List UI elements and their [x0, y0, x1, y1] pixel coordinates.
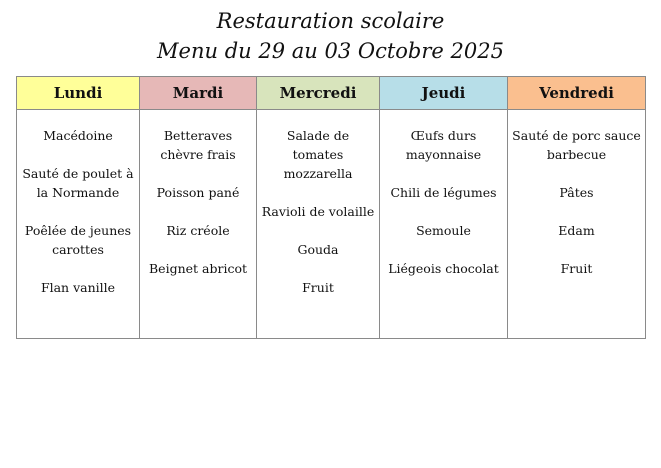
- dish-item: Pâtes: [559, 185, 594, 200]
- dish-item: Betteraves chèvre frais: [160, 128, 236, 162]
- dish-item: Gouda: [297, 242, 339, 257]
- dish-item: Fruit: [302, 280, 334, 295]
- dish-item: Riz créole: [166, 223, 230, 238]
- dish-item: Edam: [558, 223, 595, 238]
- day-header-mercredi: Mercredi: [257, 77, 380, 110]
- page-subtitle: Menu du 29 au 03 Octobre 2025: [157, 39, 504, 63]
- day-header-mardi: Mardi: [140, 77, 257, 110]
- day-cell-mardi: [140, 110, 257, 339]
- dish-item: Fruit: [560, 261, 593, 276]
- day-header-jeudi: Jeudi: [380, 77, 508, 110]
- menu-body-row: [17, 110, 646, 339]
- day-cell-lundi: [17, 110, 140, 339]
- day-cell-vendredi: [508, 110, 646, 339]
- dish-item: Macédoine: [43, 128, 113, 143]
- dish-item: Semoule: [416, 223, 471, 238]
- page-title: Restauration scolaire: [216, 9, 445, 33]
- dish-item: Liégeois chocolat: [388, 261, 499, 276]
- day-cell-mercredi: [257, 110, 380, 339]
- dish-item: Sauté de porc sauce barbecue: [512, 128, 641, 162]
- menu-table: [16, 76, 646, 339]
- dish-item: Salade de tomates mozzarella: [283, 128, 353, 181]
- dish-item: Chili de légumes: [390, 185, 497, 200]
- day-header-vendredi: Vendredi: [508, 77, 646, 110]
- dish-item: Sauté de poulet à la Normande: [22, 166, 134, 200]
- day-header-lundi: Lundi: [17, 77, 140, 110]
- menu-header-row: [17, 77, 646, 110]
- page-header: [0, 6, 661, 66]
- day-cell-jeudi: [380, 110, 508, 339]
- dish-item: Poêlée de jeunes carottes: [24, 223, 132, 257]
- dish-item: Ravioli de volaille: [261, 204, 375, 219]
- dish-item: Flan vanille: [40, 280, 116, 295]
- dish-item: Poisson pané: [156, 185, 240, 200]
- dish-item: Œufs durs mayonnaise: [405, 128, 482, 162]
- dish-item: Beignet abricot: [148, 261, 247, 276]
